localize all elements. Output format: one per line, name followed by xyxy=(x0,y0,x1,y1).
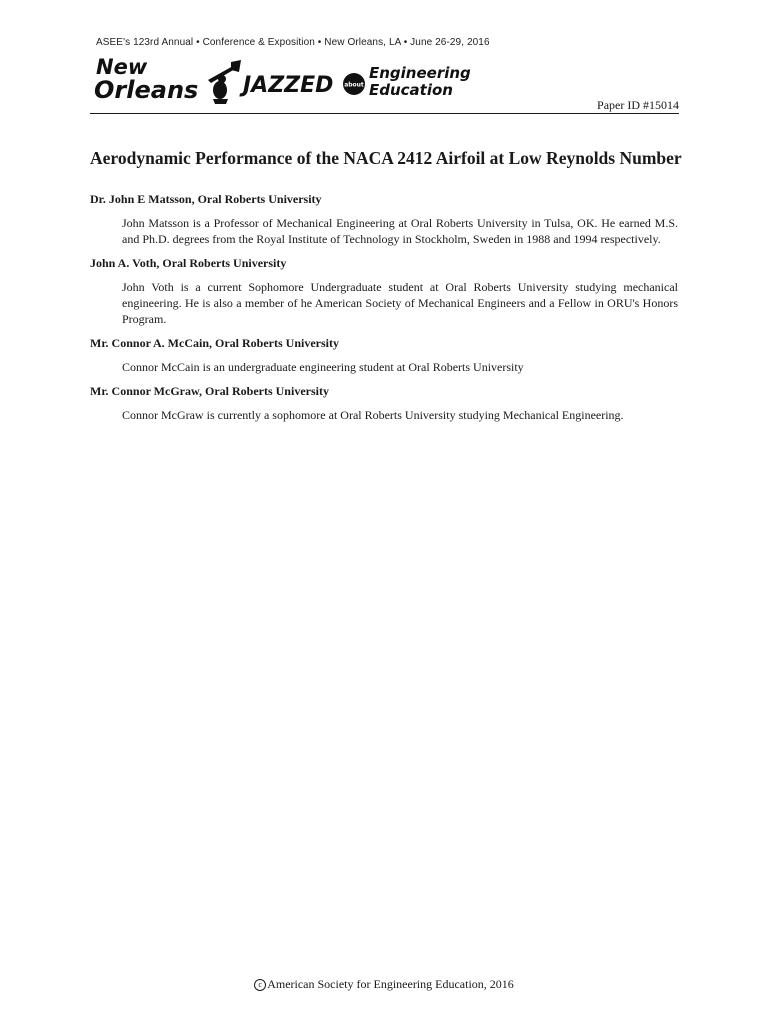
trumpet-player-icon xyxy=(208,60,241,104)
author-list xyxy=(90,192,678,432)
author-name: John A. Voth, Oral Roberts University xyxy=(90,256,287,270)
logo-jazzed: JAZZED xyxy=(243,73,334,98)
copyright-icon: c xyxy=(254,979,266,991)
author-name: Mr. Connor A. McCain, Oral Roberts University xyxy=(90,336,339,350)
paper-title: Aerodynamic Performance of the NACA 2412 Airfoil at Low Reynolds Number xyxy=(90,147,682,168)
paper-id: Paper ID #15014 xyxy=(597,98,679,112)
author-name: Dr. John E Matsson, Oral Roberts University xyxy=(90,192,322,206)
author-name: Mr. Connor McGraw, Oral Roberts University xyxy=(90,384,329,398)
author-entry xyxy=(90,256,678,327)
author-bio: John Voth is a current Sophomore Undergraduate student at Oral Roberts University studying mechanical engineering. He is also a member of he American Society of Mechanical Engineers and a Fellow in ORU's Honors Program. xyxy=(122,280,678,326)
author-bio: John Matsson is a Professor of Mechanical Engineering at Oral Roberts University in Tulsa, OK. He earned M.S. and Ph.D. degrees from the Royal Institute of Technology in Stockholm, Sweden in 1988 and 1994 respectively. xyxy=(122,216,678,246)
conference-line: ASEE's 123rd Annual • Conference & Exposition • New Orleans, LA • June 26-29, 2016 xyxy=(96,37,490,48)
author-entry xyxy=(90,384,678,423)
logo-orleans: Orleans xyxy=(94,76,199,104)
author-bio: Connor McCain is an undergraduate engineering student at Oral Roberts University xyxy=(122,360,524,374)
author-bio: Connor McGraw is currently a sophomore at Oral Roberts University studying Mechanical Engineering. xyxy=(122,408,624,422)
logo-about: about xyxy=(344,81,364,89)
logo-engineering: Engineering xyxy=(369,64,471,82)
author-entry xyxy=(90,336,678,375)
copyright-footer xyxy=(0,977,768,992)
logo-education: Education xyxy=(369,81,453,99)
conference-logo xyxy=(92,52,492,108)
header-divider xyxy=(90,113,679,114)
about-seal-icon xyxy=(343,73,365,95)
logo-new: New xyxy=(96,55,148,79)
copyright-text: American Society for Engineering Education, 2016 xyxy=(267,977,514,991)
author-entry xyxy=(90,192,678,247)
